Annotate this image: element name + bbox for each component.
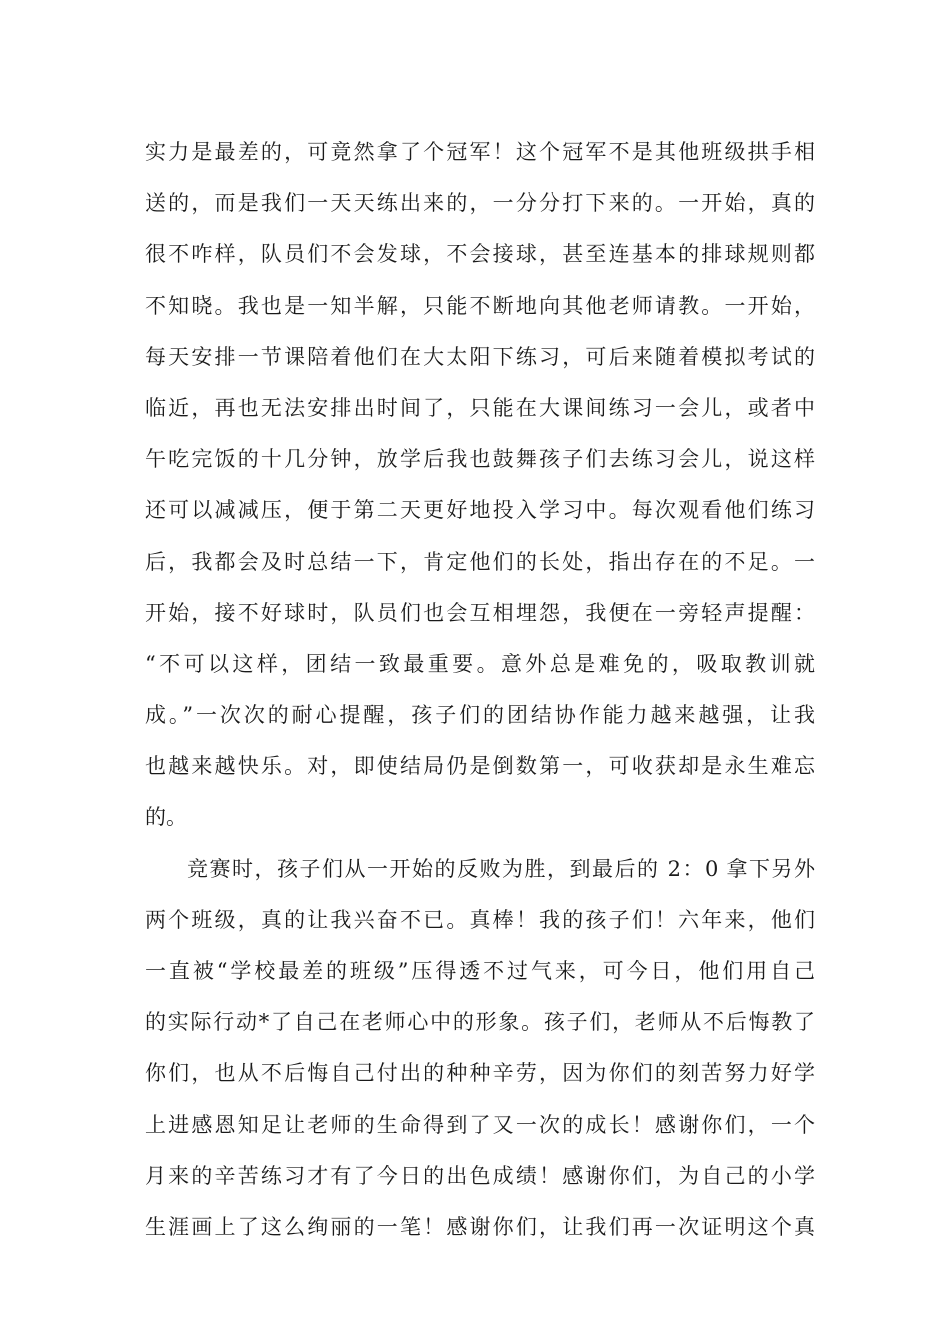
document-body	[145, 127, 815, 1253]
text-line: 送的，而是我们一天天练出来的，一分分打下来的。一开始，真的	[145, 191, 815, 216]
paragraph-2	[145, 844, 815, 1254]
text-line: 实力是最差的，可竟然拿了个冠军！这个冠军不是其他班级拱手相	[145, 140, 815, 164]
text-line: 成。”一次次的耐心提醒，孩子们的团结协作能力越来越强，让我	[145, 703, 815, 728]
text-line: 也越来越快乐。对，即使结局仍是倒数第一，可收获却是永生难忘	[145, 754, 815, 779]
text-line: 的实际行动*了自己在老师心中的形象。孩子们，老师从不后悔教了	[145, 1010, 815, 1035]
text-line: 两个班级，真的让我兴奋不已。真棒！我的孩子们！六年来，他们	[145, 907, 815, 932]
text-line: 上进感恩知足让老师的生命得到了又一次的成长！感谢你们，一个	[145, 1112, 815, 1137]
text-line: 一直被“学校最差的班级”压得透不过气来，可今日，他们用自己	[145, 959, 815, 983]
text-line: 月来的辛苦练习才有了今日的出色成绩！感谢你们，为自己的小学	[145, 1163, 815, 1188]
text-line: “不可以这样，团结一致最重要。意外总是难免的，吸取教训就	[145, 651, 815, 676]
text-line: 的。	[145, 805, 187, 830]
text-line: 开始，接不好球时，队员们也会互相埋怨，我便在一旁轻声提醒：	[145, 600, 815, 625]
text-line: 不知晓。我也是一知半解，只能不断地向其他老师请教。一开始，	[145, 293, 815, 318]
text-line: 还可以减减压，便于第二天更好地投入学习中。每次观看他们练习	[145, 498, 815, 523]
text-line: 你们，也从不后悔自己付出的种种辛劳，因为你们的刻苦努力好学	[145, 1061, 815, 1086]
text-line: 每天安排一节课陪着他们在大太阳下练习，可后来随着模拟考试的	[145, 344, 815, 369]
text-line: 后，我都会及时总结一下，肯定他们的长处，指出存在的不足。一	[145, 549, 815, 574]
text-line: 临近，再也无法安排出时间了，只能在大课间练习一会儿，或者中	[145, 395, 815, 420]
text-line: 竞赛时，孩子们从一开始的反败为胜，到最后的 2：0 拿下另外	[187, 856, 815, 881]
text-line: 生涯画上了这么绚丽的一笔！感谢你们，让我们再一次证明这个真	[145, 1214, 815, 1239]
paragraph-1	[145, 127, 815, 844]
text-line: 很不咋样，队员们不会发球，不会接球，甚至连基本的排球规则都	[145, 242, 815, 267]
text-line: 午吃完饭的十几分钟，放学后我也鼓舞孩子们去练习会儿，说这样	[145, 447, 815, 472]
